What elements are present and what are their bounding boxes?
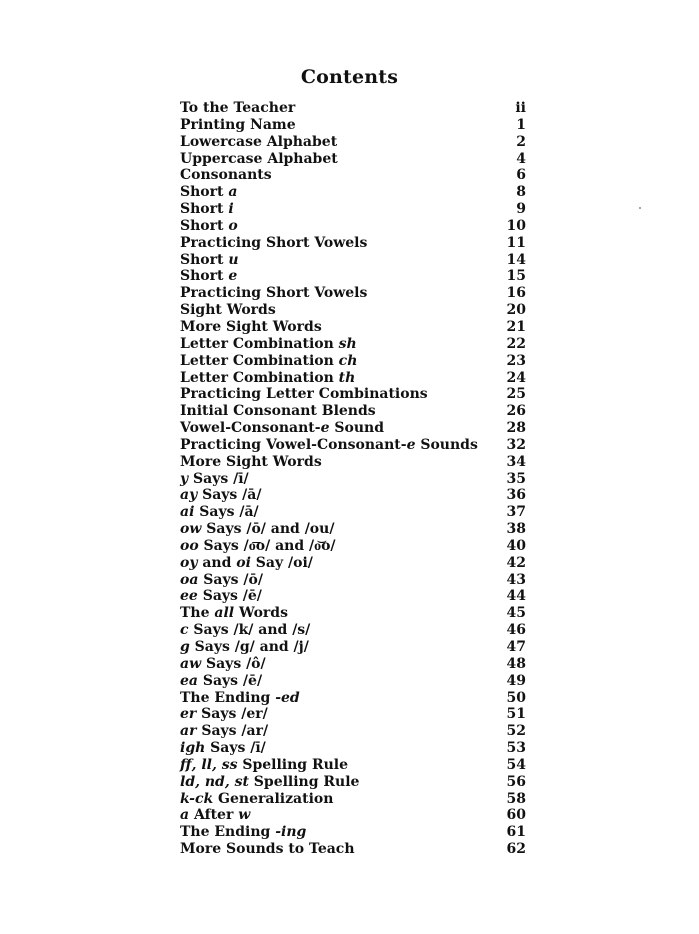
toc-entry-title (180, 285, 367, 302)
toc-entry-title (180, 841, 355, 858)
toc-entry-title-italic: ff, ll, ss (180, 756, 238, 773)
toc-entry (180, 791, 530, 808)
toc-entry (180, 201, 530, 218)
toc-entry (180, 184, 530, 201)
toc-entry (180, 841, 530, 858)
toc-entry-page-number: 54 (506, 756, 526, 773)
toc-entry (180, 740, 530, 757)
toc-entry (180, 134, 530, 151)
toc-entry (180, 639, 530, 656)
toc-entry-title-text: Says /ī/ (188, 470, 249, 487)
toc-entry-title-text: Letter Combination (180, 352, 339, 369)
toc-entry-title (180, 824, 306, 841)
toc-entry-title-italic: e (406, 436, 416, 453)
toc-entry-title-italic: e (320, 420, 330, 437)
toc-entry-title-text: Lowercase Alphabet (180, 133, 338, 150)
toc-entry-title (180, 639, 309, 656)
toc-entry-title-italic: c (180, 622, 189, 639)
toc-entry-page-number: 40 (506, 537, 526, 554)
toc-entry-title (180, 690, 300, 707)
toc-entry-title-italic: ay (180, 487, 198, 504)
toc-entry-title-text: Say /oi/ (250, 554, 313, 571)
toc-entry (180, 285, 530, 302)
toc-entry (180, 521, 530, 538)
toc-entry-title-text: Practicing Short Vowels (180, 234, 368, 251)
toc-entry-title (180, 454, 322, 471)
toc-entry-title-text: More Sounds to Teach (180, 841, 355, 858)
toc-entry-title-text: Short (180, 217, 229, 234)
toc-entry-title (180, 471, 249, 488)
toc-entry-title (180, 555, 313, 572)
toc-entry-title-text: The (180, 605, 215, 622)
toc-entry (180, 420, 530, 437)
toc-entry-title (180, 706, 268, 723)
toc-entry-title-italic: th (338, 369, 356, 386)
toc-entry-title (180, 151, 338, 168)
toc-entry-title-italic: ar (180, 723, 197, 740)
toc-entry-title-italic: oa (180, 571, 199, 588)
toc-entry-title-italic: u (228, 251, 239, 268)
toc-entry-title (180, 757, 348, 774)
toc-entry (180, 538, 530, 555)
toc-entry-title-text: Short (180, 251, 229, 268)
toc-entry-title (180, 201, 234, 218)
toc-entry-title-italic: w (238, 807, 251, 824)
toc-entry-title-text: Letter Combination (180, 369, 339, 386)
toc-entry-title-italic: a (228, 184, 238, 201)
toc-entry (180, 151, 530, 168)
toc-entry-page-number: 53 (506, 740, 526, 757)
toc-entry (180, 100, 530, 117)
toc-entry-title-text: Sounds (415, 436, 478, 453)
toc-entry-title (180, 504, 259, 521)
toc-entry-title (180, 370, 355, 387)
toc-entry (180, 656, 530, 673)
toc-entry (180, 302, 530, 319)
scan-speck (639, 207, 641, 209)
toc-entry-title (180, 791, 333, 808)
toc-entry-page-number: 62 (506, 841, 526, 858)
toc-entry-title (180, 134, 337, 151)
toc-entry-title-italic: oo (180, 537, 199, 554)
toc-entry-title (180, 774, 359, 791)
toc-entry-title (180, 723, 268, 740)
toc-entry-page-number: 15 (506, 268, 526, 285)
toc-entry-title-text: Says /ô/ (201, 655, 266, 672)
toc-entry (180, 252, 530, 269)
toc-entry-title-text: Practicing Letter Combinations (180, 386, 428, 403)
toc-entry (180, 386, 530, 403)
toc-entry-title (180, 184, 237, 201)
toc-entry-title (180, 420, 384, 437)
toc-entry-page-number: 22 (506, 335, 526, 352)
toc-entry-title (180, 319, 322, 336)
toc-entry-title-text: Short (180, 184, 229, 201)
toc-entry-title-italic: oy (180, 554, 198, 571)
toc-entry-title-italic: oi (236, 554, 251, 571)
toc-entry (180, 454, 530, 471)
toc-entry-title-italic: aw (180, 655, 202, 672)
toc-entry-title-italic: ai (180, 504, 195, 521)
toc-entry (180, 673, 530, 690)
toc-entry-title-italic: ea (180, 672, 198, 689)
toc-entry-title-italic: y (180, 470, 189, 487)
toc-entry-title-italic: all (214, 605, 235, 622)
toc-entry-page-number: 58 (506, 790, 526, 807)
toc-entry-title (180, 487, 261, 504)
toc-entry-title-text: Says /ē/ (197, 588, 262, 605)
toc-entry-page-number: 37 (506, 504, 526, 521)
toc-entry-page-number: 32 (506, 436, 526, 453)
toc-entry-page-number: 56 (506, 773, 526, 790)
toc-entry-title (180, 673, 262, 690)
toc-entry (180, 757, 530, 774)
toc-entry-title-italic: igh (180, 740, 206, 757)
toc-entry-title-text: Uppercase Alphabet (180, 150, 338, 167)
toc-entry-title-text: Practicing Short Vowels (180, 285, 368, 302)
toc-entry-page-number: 26 (506, 403, 526, 420)
toc-entry-title-italic: ch (338, 352, 358, 369)
toc-entry (180, 218, 530, 235)
toc-entry-page-number: 49 (506, 672, 526, 689)
toc-entry-title-text: To the Teacher (180, 100, 296, 116)
toc-entry-title-italic: ee (180, 588, 198, 605)
toc-entry-title (180, 117, 296, 134)
toc-entry-title-text: Short (180, 201, 229, 218)
toc-entry (180, 572, 530, 589)
toc-entry-page-number: 4 (516, 150, 526, 167)
toc-entry (180, 437, 530, 454)
toc-entry-title (180, 605, 288, 622)
toc-entry-page-number: 50 (506, 689, 526, 706)
toc-entry-title (180, 336, 357, 353)
toc-entry-title-text: Spelling Rule (248, 773, 360, 790)
toc-entry-page-number: 35 (506, 470, 526, 487)
toc-entry-page-number: 21 (506, 318, 526, 335)
toc-entry-page-number: 1 (516, 116, 526, 133)
toc-entry-page-number: 48 (506, 655, 526, 672)
toc-entry (180, 555, 530, 572)
toc-entry-page-number: 38 (506, 521, 526, 538)
toc-entry-page-number: 8 (516, 184, 526, 201)
toc-entry-title-text: Says /ē/ (197, 672, 263, 689)
toc-entry-title-text: Letter Combination (180, 335, 339, 352)
toc-entry-page-number: 61 (506, 824, 526, 841)
toc-entry-page-number: 36 (506, 487, 526, 504)
toc-entry-title-text: Generalization (213, 790, 334, 807)
toc-entry-page-number: 51 (506, 706, 526, 723)
toc-entry-page-number: 60 (506, 807, 526, 824)
toc-entry-page-number: 9 (516, 201, 526, 218)
toc-entry-title-text: The Ending (180, 824, 276, 841)
toc-entry-title (180, 268, 237, 285)
toc-entry-page-number: 14 (506, 251, 526, 268)
toc-entry-title-italic: o (228, 217, 238, 234)
toc-entry-page-number: 2 (516, 133, 526, 150)
toc-entry (180, 690, 530, 707)
toc-entry-title-text: Spelling Rule (237, 756, 349, 773)
toc-entry-page-number: 34 (506, 453, 526, 470)
toc-entry-title-italic: e (228, 268, 238, 285)
toc-entry-title-text: Says /g/ and /j/ (189, 639, 309, 655)
toc-entry-title-text: After (189, 807, 239, 824)
toc-entry-title-text: Sight Words (180, 302, 276, 319)
toc-entry-title-text: Short (180, 268, 229, 285)
toc-entry-title-italic: g (180, 639, 190, 655)
toc-entry-page-number: 20 (506, 302, 526, 319)
toc-entry-title-text: More Sight Words (180, 318, 322, 335)
toc-entry-title-text: Says /ā/ (194, 504, 259, 521)
toc-entry (180, 504, 530, 521)
toc-entry-title-italic: k-ck (180, 790, 214, 807)
toc-entry-title (180, 167, 272, 184)
page-title: Contents (300, 66, 399, 88)
toc-entry-title-text: Says /ā/ (197, 487, 262, 504)
toc-entry (180, 353, 530, 370)
toc-entry-title-text: and (197, 554, 237, 571)
toc-entry-title (180, 538, 336, 555)
toc-entry (180, 706, 530, 723)
toc-entry-title (180, 302, 276, 319)
toc-entry-title (180, 252, 239, 269)
toc-entry (180, 774, 530, 791)
toc-entry-title (180, 437, 478, 454)
toc-entry-title-text: Says /ar/ (196, 723, 269, 740)
toc-entry-title (180, 572, 263, 589)
toc-entry-page-number: 46 (506, 622, 526, 639)
toc-entry (180, 605, 530, 622)
toc-entry-title-italic: ow (180, 521, 202, 538)
toc-entry (180, 167, 530, 184)
toc-entry-title-text: Says /ō/ (198, 571, 263, 588)
toc-entry-title-text: Practicing Vowel-Consonant- (180, 436, 407, 453)
toc-entry-page-number: 28 (506, 420, 526, 437)
toc-entry-title-italic: sh (338, 335, 357, 352)
toc-entry-title (180, 807, 250, 824)
toc-entry (180, 370, 530, 387)
toc-entry-page-number: 47 (506, 639, 526, 655)
toc-entry-page-number: ii (515, 100, 526, 116)
toc-entry-page-number: 11 (506, 234, 526, 251)
toc-entry-title (180, 521, 334, 538)
toc-entry-page-number: 23 (506, 352, 526, 369)
toc-entry (180, 117, 530, 134)
toc-entry-title-italic: -ed (275, 689, 300, 706)
toc-entry (180, 588, 530, 605)
toc-entry-title (180, 588, 262, 605)
toc-entry-title-text: Says /k/ and /s/ (188, 622, 311, 639)
toc-entry (180, 319, 530, 336)
toc-entry-page-number: 10 (506, 217, 526, 234)
toc-entry-title-text: Printing Name (180, 116, 296, 133)
toc-entry-title (180, 403, 376, 420)
toc-entry-page-number: 44 (506, 588, 526, 605)
toc-entry (180, 487, 530, 504)
toc-entry-title (180, 353, 357, 370)
toc-entry (180, 336, 530, 353)
toc-entry-title-italic: a (180, 807, 190, 824)
toc-entry (180, 824, 530, 841)
toc-entry-title-text: Words (234, 605, 288, 622)
toc-entry-title-text: Says /er/ (196, 706, 268, 723)
toc-entry (180, 403, 530, 420)
toc-entry-title-text: Vowel-Consonant- (180, 420, 321, 437)
toc-entry-title (180, 656, 266, 673)
toc-entry-title (180, 386, 428, 403)
toc-entry-title (180, 100, 295, 117)
toc-entry-title (180, 218, 238, 235)
toc-entry (180, 268, 530, 285)
toc-entry-title (180, 235, 367, 252)
toc-entry (180, 807, 530, 824)
toc-entry-title-italic: -ing (275, 824, 307, 841)
toc-entry-page-number: 45 (506, 605, 526, 622)
toc-entry-page-number: 25 (506, 386, 526, 403)
toc-entry-title-italic: er (180, 706, 197, 723)
toc-entry (180, 622, 530, 639)
toc-entry-page-number: 52 (506, 723, 526, 740)
toc-entry-title-text: Says /ī/ (205, 740, 266, 757)
toc-entry (180, 235, 530, 252)
toc-entry-page-number: 6 (516, 167, 526, 184)
toc-entry-title-italic: i (228, 201, 234, 218)
toc-entry (180, 723, 530, 740)
toc-entry-title-italic: ld, nd, st (180, 773, 249, 790)
toc-entry-title-text: More Sight Words (180, 453, 322, 470)
toc-entry-title-text: Says /o͞o/ and /o͝o/ (198, 537, 336, 554)
toc-entry-title-text: Sound (329, 420, 384, 437)
toc-entry-title (180, 740, 266, 757)
toc-entry (180, 471, 530, 488)
toc-entry-page-number: 24 (506, 369, 526, 386)
toc-entry-title-text: Initial Consonant Blends (180, 403, 376, 420)
toc-entry-title-text: The Ending (180, 689, 276, 706)
toc-entry-page-number: 16 (506, 285, 526, 302)
toc-entry-page-number: 43 (506, 571, 526, 588)
toc-entry-title-text: Says /ō/ and /ou/ (201, 521, 335, 538)
toc-entry-title (180, 622, 310, 639)
table-of-contents (180, 100, 530, 858)
toc-entry-title-text: Consonants (180, 167, 272, 184)
toc-entry-page-number: 42 (506, 554, 526, 571)
